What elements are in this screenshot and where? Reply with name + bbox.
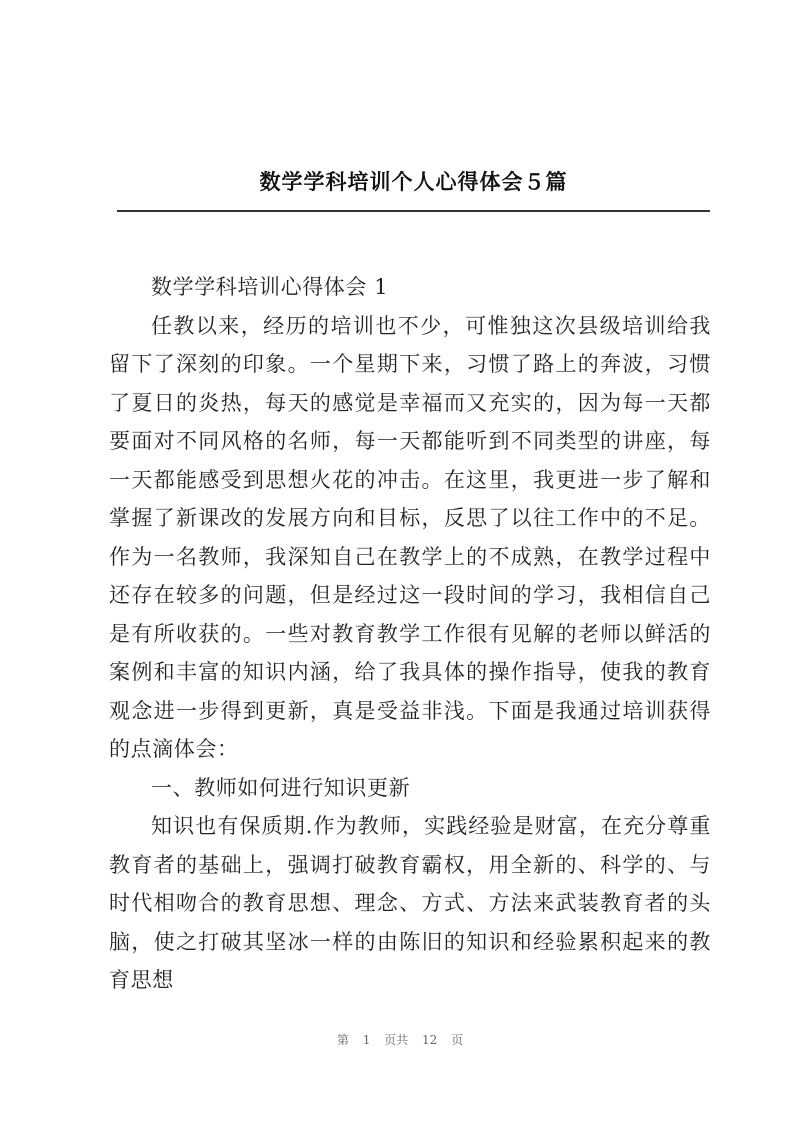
- page-label-suffix: 页: [451, 1033, 464, 1047]
- subheading: 一、教师如何进行知识更新: [151, 775, 411, 800]
- document-title: 数学学科培训个人心得体会５篇: [259, 169, 568, 194]
- paragraph: 任教以来，经历的培训也不少，可惟独这次县级培训给我留下了深刻的印象。一个星期下来，习惯了路上的奔波，习惯了夏日的炎热，每天的感觉是幸福而又充实的，因为每一天都要面对不同风格的名师，每一天都能听到不同类型的讲座，每一天都能感受到思想火花的冲击。在这里，我更进一步了解和掌握了新课改的发展方向和目标，反思了以往工作中的不足。作为一名教师，我深知自己在教学上的不成熟，在教学过程中还存在较多的问题，但是经过这一段时间的学习，我相信自己是有所收获的。一些对教育教学工作很有见解的老师以鲜活的案例和丰富的知识内涵，给了我具体的操作指导，使我的教育观念进一步得到更新，真是受益非浅。下面是我通过培训获得的点滴体会：: [109, 313, 711, 761]
- current-page-number: 1: [362, 1033, 371, 1047]
- total-pages-number: 12: [422, 1033, 438, 1047]
- title-divider: [117, 210, 710, 212]
- document-body: [109, 268, 711, 1000]
- page-footer: [0, 1031, 800, 1048]
- paragraph: 知识也有保质期.作为教师，实践经验是财富，在充分尊重教育者的基础上，强调打破教育霸权，用全新的、科学的、与时代相吻合的教育思想、理念、方式、方法来武装教育者的头脑，使之打破其坚冰一样的由陈旧的知识和经验累积起来的教育思想: [109, 814, 711, 992]
- page-label-middle: 页共: [384, 1033, 409, 1047]
- page-label-prefix: 第: [336, 1033, 349, 1047]
- section-title: 数学学科培训心得体会 1: [151, 275, 389, 299]
